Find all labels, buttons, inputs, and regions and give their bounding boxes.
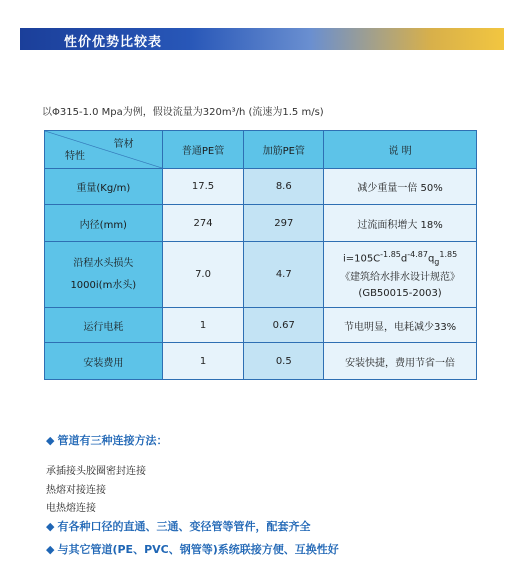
table-row	[45, 205, 477, 242]
column-header-ribbed-pe: 加筋PE管	[244, 131, 324, 169]
table-row	[45, 242, 477, 308]
diamond-icon: ◆	[46, 520, 55, 533]
cell-normal-pe: 1	[162, 308, 244, 343]
list-item: 热熔对接连接	[46, 485, 106, 496]
list-item: 承插接头胶圈密封连接	[46, 466, 146, 477]
caption: 以Φ315-1.0 Mpa为例，假设流量为320m³/h (流速为1.5 m/s)	[42, 107, 324, 118]
table-row	[45, 308, 477, 343]
cell-normal-pe: 17.5	[162, 169, 244, 205]
row-label-line2: 1000i(m水头)	[70, 279, 137, 291]
formula-standard: (GB50015-2003)	[358, 288, 442, 300]
corner-header	[45, 131, 163, 169]
row-label: 运行电耗	[45, 308, 163, 343]
table-header-row	[45, 131, 477, 169]
cell-normal-pe: 1	[162, 343, 244, 380]
list-item: 电热熔连接	[46, 503, 96, 514]
table-row	[45, 169, 477, 205]
table-row	[45, 343, 477, 380]
cell-ribbed-pe: 8.6	[244, 169, 324, 205]
row-label-line1: 沿程水头损失	[73, 257, 134, 269]
formula-source: 《建筑给水排水设计规范》	[340, 272, 461, 284]
cell-ribbed-pe: 4.7	[244, 242, 324, 308]
cell-note	[324, 242, 477, 308]
cell-normal-pe: 274	[162, 205, 244, 242]
column-header-normal-pe: 普通PE管	[162, 131, 244, 169]
row-label	[45, 242, 163, 308]
cell-note: 安装快捷，费用节省一倍	[324, 343, 477, 380]
row-label: 安装费用	[45, 343, 163, 380]
cell-ribbed-pe: 297	[244, 205, 324, 242]
cell-ribbed-pe: 0.67	[244, 308, 324, 343]
cell-note: 节电明显，电耗减少33%	[324, 308, 477, 343]
cell-note: 减少重量一倍 50%	[324, 169, 477, 205]
feature-fittings: ◆ 有各种口径的直通、三通、变径管等管件，配套齐全	[46, 520, 311, 533]
row-label: 内径(mm)	[45, 205, 163, 242]
cell-ribbed-pe: 0.5	[244, 343, 324, 380]
feature-compatibility: ◆ 与其它管道(PE、PVC、钢管等)系统联接方便、互换性好	[46, 543, 339, 556]
connection-methods-title: ◆ 管道有三种连接方法：	[46, 434, 168, 447]
column-header-notes: 说 明	[324, 131, 477, 169]
cell-note: 过流面积增大 18%	[324, 205, 477, 242]
banner-title: 性价优势比较表	[64, 35, 163, 50]
row-label: 重量(Kg/m)	[45, 169, 163, 205]
comparison-table	[44, 130, 477, 380]
formula: $i=105C^{-1.85}d^{-4.87}q_g^{1.85}$	[342, 249, 458, 267]
corner-header-bottom: 特性	[65, 151, 85, 162]
cell-normal-pe: 7.0	[162, 242, 244, 308]
diamond-icon: ◆	[46, 434, 55, 447]
diamond-icon: ◆	[46, 543, 55, 556]
corner-header-top: 管材	[113, 139, 134, 150]
